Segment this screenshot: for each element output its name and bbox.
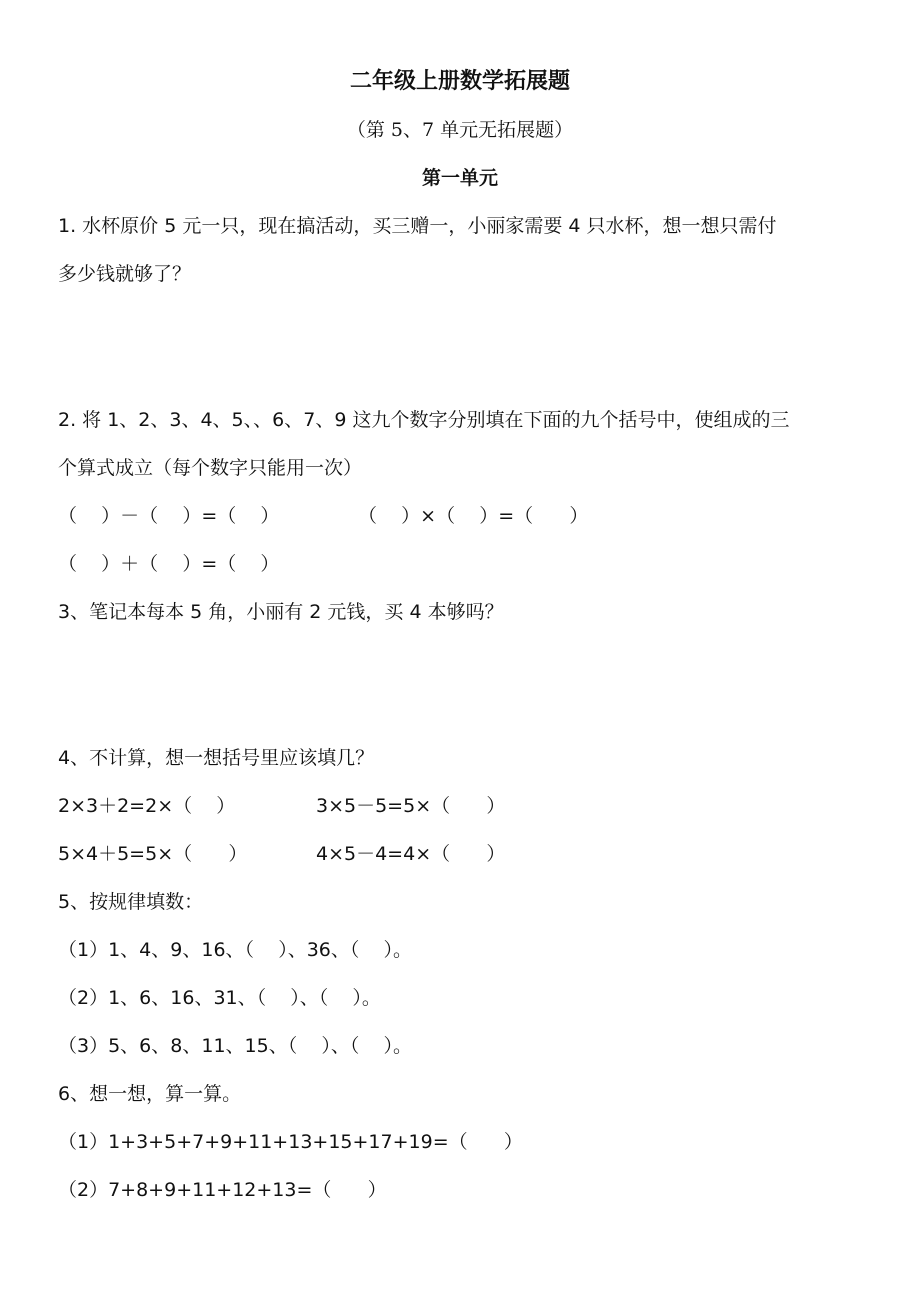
q1-line1: 1. 水杯原价 5 元一只，现在搞活动，买三赠一，小丽家需要 4 只水杯，想一想只需付 <box>58 215 777 237</box>
q4-equation-1: 2×3＋2=2×（ ） <box>58 795 236 817</box>
q2-line1: 2. 将 1、2、3、4、5、、6、7、9 这九个数字分别填在下面的九个括号中，使组成的三 <box>58 409 790 431</box>
q4-equation-3: 5×4＋5=5×（ ） <box>58 843 248 865</box>
q4-line1: 4、不计算，想一想括号里应该填几？ <box>58 747 375 769</box>
q1-line2: 多少钱就够了？ <box>58 263 192 285</box>
q4-equation-4: 4×5－4=4×（ ） <box>316 843 506 865</box>
q5-line1: 5、按规律填数： <box>58 891 204 913</box>
subtitle-note: （第 5、7 单元无拓展题） <box>346 119 574 141</box>
q2-equation-3: （ ）＋（ ）=（ ） <box>58 553 280 575</box>
page-title: 二年级上册数学拓展题 <box>349 69 570 94</box>
q4-equation-2: 3×5－5=5×（ ） <box>316 795 506 817</box>
q5-sequence-1: （1）1、4、9、16、（ ）、36、（ ）。 <box>58 939 413 961</box>
q5-sequence-2: （2）1、6、16、31、（ ）、（ ）。 <box>58 987 381 1009</box>
q2-line2: 个算式成立（每个数字只能用一次） <box>58 457 363 479</box>
q6-sum-1: （1）1+3+5+7+9+11+13+15+17+19=（ ） <box>58 1131 523 1153</box>
q2-equation-2: （ ）×（ ）=（ ） <box>358 505 589 527</box>
q3-line1: 3、笔记本每本 5 角，小丽有 2 元钱，买 4 本够吗？ <box>58 601 504 623</box>
q5-sequence-3: （3）5、6、8、11、15、（ ）、（ ）。 <box>58 1035 413 1057</box>
q6-line1: 6、想一想，算一算。 <box>58 1083 242 1105</box>
unit-heading: 第一单元 <box>421 167 498 189</box>
q6-sum-2: （2）7+8+9+11+12+13=（ ） <box>58 1179 387 1201</box>
q2-equation-1: （ ）－（ ）=（ ） <box>58 505 280 527</box>
